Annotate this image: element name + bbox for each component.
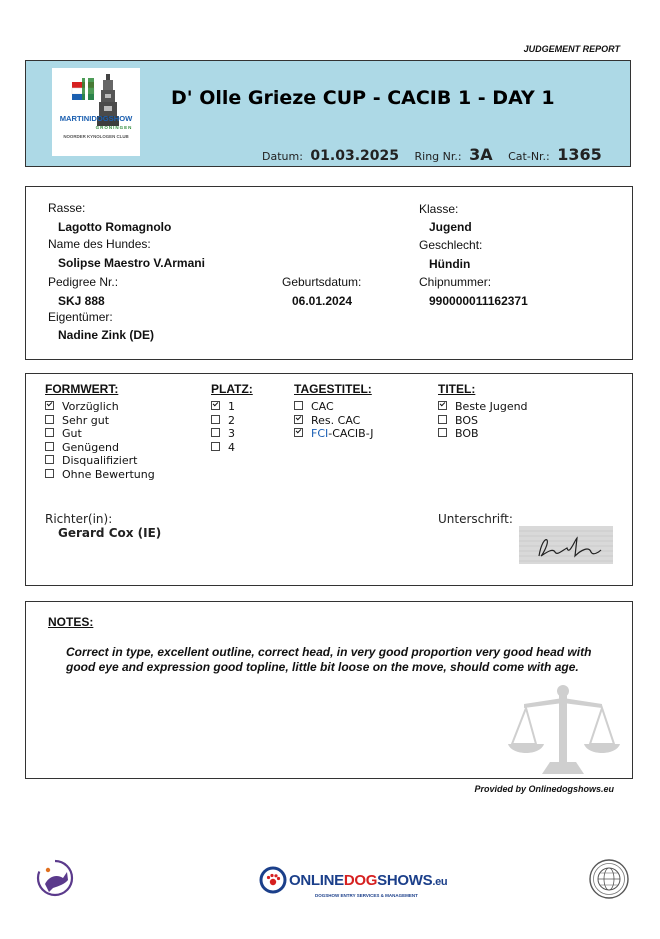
tagestitel-option[interactable]: CAC [294,400,374,414]
checkbox-icon[interactable] [294,428,303,437]
header-panel [25,60,631,167]
onlinedogshows-wordmark: ONLINEDOGSHOWS.eu [289,872,448,889]
formwert-option[interactable]: Vorzüglich [45,400,155,414]
cat-value: 1365 [557,145,602,164]
logo-mid-text: GRONINGEN [95,125,133,130]
martinidogshow-logo [52,68,140,156]
signature-label: Unterschrift: [438,512,513,526]
sex-label: Geschlecht: [419,238,483,252]
fci-prefix: FCI [311,427,329,441]
event-title: D' Olle Grieze CUP - CACIB 1 - DAY 1 [171,87,555,109]
platz-options [211,400,235,454]
checkbox-icon[interactable] [438,401,447,410]
platz-option[interactable]: 4 [211,441,235,455]
dog-name-label: Name des Hundes: [48,237,151,251]
class-value: Jugend [429,220,472,234]
checkbox-icon[interactable] [45,415,54,424]
checkbox-icon[interactable] [438,415,447,424]
chip-value: 990000011162371 [429,294,528,308]
platz-header: PLATZ: [211,382,253,396]
owner-value: Nadine Zink (DE) [58,328,155,342]
checkbox-icon[interactable] [45,401,54,410]
platz-option[interactable]: 1 [211,400,235,414]
platz-option[interactable]: 3 [211,427,235,441]
tagestitel-option[interactable]: FCI-CACIB-J [294,427,374,441]
formwert-option[interactable]: Genügend [45,441,155,455]
titel-header: TITEL: [438,382,476,396]
chip-label: Chipnummer: [419,275,492,289]
judge-name: Gerard Cox (IE) [58,526,162,540]
checkbox-icon[interactable] [438,428,447,437]
checkbox-icon[interactable] [45,469,54,478]
checkbox-icon[interactable] [211,415,220,424]
formwert-option[interactable]: Disqualifiziert [45,454,155,468]
provided-by: Provided by Onlinedogshows.eu [474,784,614,794]
scales-icon [504,682,622,780]
formwert-option[interactable]: Gut [45,427,155,441]
pedigree-label: Pedigree Nr.: [48,275,119,289]
platz-option[interactable]: 2 [211,414,235,428]
dog-name-value: Solipse Maestro V.Armani [58,256,205,270]
titel-option[interactable]: BOS [438,414,528,428]
owner-label: Eigentümer: [48,310,113,324]
fci-logo [588,858,630,900]
checkbox-icon[interactable] [211,442,220,451]
logo-arc-text: NOORDER KYNOLOGEN CLUB [63,134,129,139]
tagestitel-header: TAGESTITEL: [294,382,372,396]
onlinedogshows-logo [259,866,448,902]
signature-image [519,526,613,564]
dog-info-panel [25,186,633,360]
formwert-option[interactable]: Ohne Bewertung [45,468,155,482]
checkbox-icon[interactable] [211,428,220,437]
notes-text: Correct in type, excellent outline, correct head, in very good proportion very good head with good eye and expression good topline, little bit loose on the move, should come with age. [66,645,592,674]
tagestitel-option[interactable]: Res. CAC [294,414,374,428]
ring-value: 3A [469,145,493,164]
date-value: 01.03.2025 [310,148,399,164]
logo-top-text: MARTINIDOGSHOW [59,114,133,123]
breed-label: Rasse: [48,201,86,215]
notes-panel [25,601,633,779]
ring-label: Ring Nr.: [414,150,462,163]
onlinedogshows-tagline: DOGSHOW ENTRY SERVICES & MANAGEMENT [315,893,418,898]
checkbox-icon[interactable] [45,428,54,437]
breed-value: Lagotto Romagnolo [58,220,172,234]
checkbox-icon[interactable] [211,401,220,410]
formwert-options [45,400,155,482]
dog-club-logo [35,858,75,898]
formwert-header: FORMWERT: [45,382,119,396]
meta-row [262,145,614,164]
titel-option[interactable]: Beste Jugend [438,400,528,414]
titel-options [438,400,528,441]
checkbox-icon[interactable] [294,415,303,424]
class-label: Klasse: [419,202,459,216]
birth-label: Geburtsdatum: [282,275,362,289]
checkbox-icon[interactable] [45,442,54,451]
pedigree-value: SKJ 888 [58,294,105,308]
cat-label: Cat-Nr.: [508,150,550,163]
titel-option[interactable]: BOB [438,427,528,441]
checkbox-icon[interactable] [294,401,303,410]
notes-header: NOTES: [48,615,94,629]
report-label: JUDGEMENT REPORT [523,44,620,54]
tagestitel-options [294,400,374,441]
date-label: Datum: [262,150,303,163]
birth-value: 06.01.2024 [292,294,353,308]
judge-label: Richter(in): [45,512,113,526]
sex-value: Hündin [429,257,471,271]
checkbox-icon[interactable] [45,455,54,464]
formwert-option[interactable]: Sehr gut [45,414,155,428]
judging-panel [25,373,633,586]
